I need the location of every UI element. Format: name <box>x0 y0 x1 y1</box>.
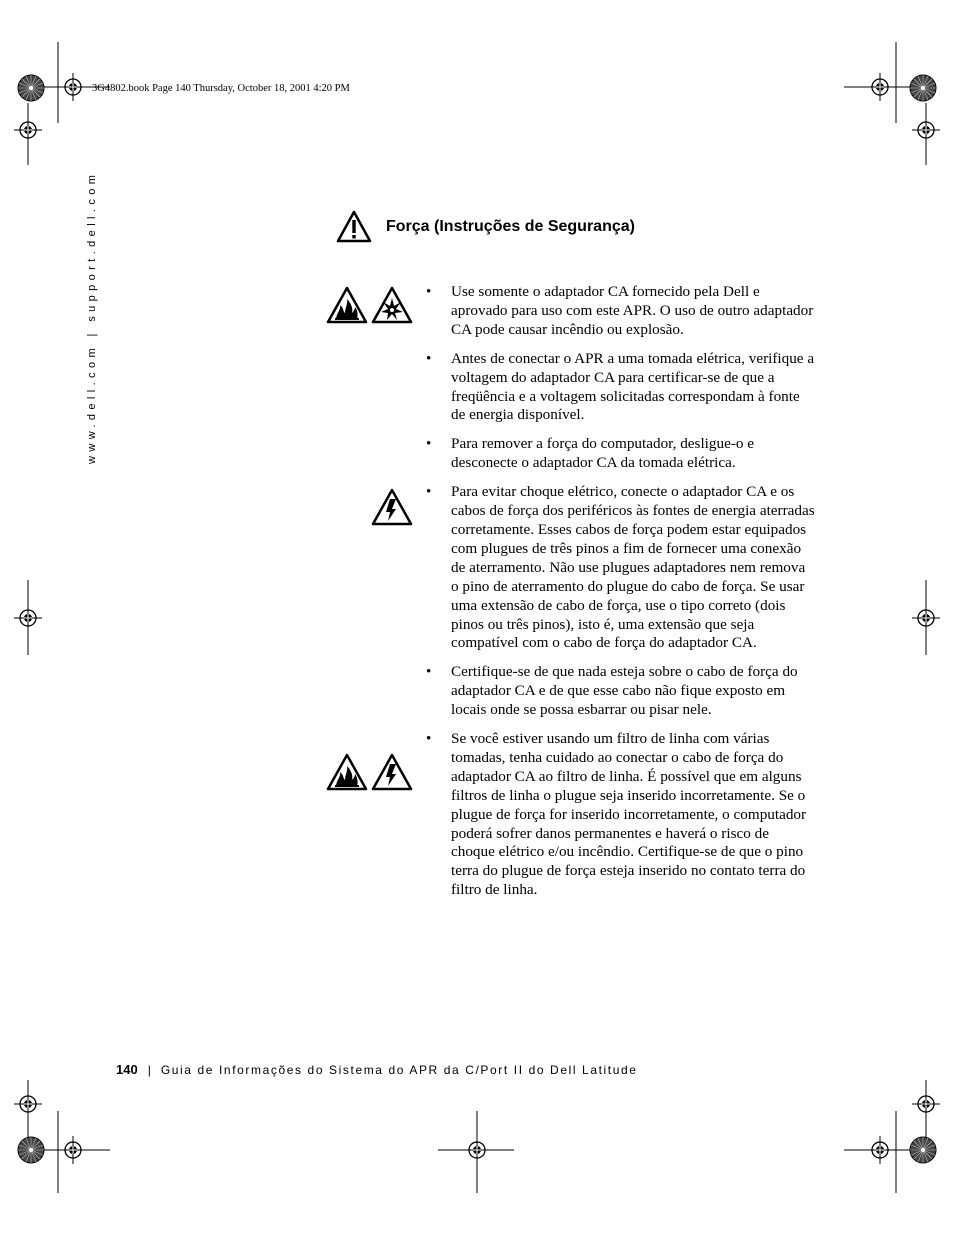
page-footer <box>116 1062 638 1077</box>
bullet-icon: • <box>426 730 432 748</box>
bullet-icon: • <box>426 349 432 367</box>
list-item <box>426 435 816 473</box>
footer-title: Guia de Informações do Sistema do APR da C/Port II do Dell Latitude <box>160 1063 638 1077</box>
list-item-text: Use somente o adaptador CA fornecido pela Dell e aprovado para uso com este APR. O uso de outro adaptador CA pode causar incêndio ou explosão. <box>451 283 814 338</box>
explosion-hazard-icon <box>371 286 413 324</box>
section-title: Força (Instruções de Segurança) <box>386 217 635 235</box>
list-item-text: Certifique-se de que nada esteja sobre o cabo de força do adaptador CA e de que esse cabo não fique exposto em locais onde se possa esbarrar ou pisar nele. <box>451 663 798 719</box>
footer-separator: | <box>147 1063 151 1077</box>
section-heading <box>336 210 635 243</box>
side-url: www.dell.com | support.dell.com <box>86 170 98 464</box>
safety-instructions-list <box>426 283 816 910</box>
list-item <box>426 350 816 426</box>
caution-triangle-icon <box>336 210 372 243</box>
list-item-text: Antes de conectar o APR a uma tomada elétrica, verifique a voltagem do adaptador CA para certificar-se de que a freqüência e a voltagem solicitadas correspondam à fonte de energia disponível. <box>451 349 815 424</box>
bullet-icon: • <box>426 283 432 300</box>
fire-hazard-icon <box>326 286 368 324</box>
electric-shock-icon <box>371 488 413 526</box>
print-header: 3G4802.book Page 140 Thursday, October 18, 2001 4:20 PM <box>92 83 350 94</box>
list-item <box>426 730 816 900</box>
list-item-text: Para remover a força do computador, desligue-o e desconecte o adaptador CA da tomada elétrica. <box>451 435 755 472</box>
list-item <box>426 283 816 340</box>
list-item-text: Se você estiver usando um filtro de linha com várias tomadas, tenha cuidado ao conectar o cabo de força do adaptador CA ao filtro de linha. É possível que em alguns filtros de linha o plugue seja inserido incorretamente. Se o plugue de força for inserido incorretamente, o computador poderá sofrer danos permanentes e haverá o risco de choque elétrico e/ou incêndio. Certifique-se de que o pino terra do plugue de força esteja inserido no contato terra do filtro de linha. <box>451 730 807 899</box>
list-item-text: Para evitar choque elétrico, conecte o adaptador CA e os cabos de força dos periféricos às fontes de energia aterradas corretamente. Esses cabos de força podem estar equipados com plugues de três pinos a fim de fornecer uma conexão de aterramento. Não use plugues adaptadores nem remova o pino de aterramento do plugue do cabo de força. Se usar uma extensão de cabo de força, use o tipo correto (dois pinos ou três pinos), isto é, uma extensão que seja compatível com o cabo de força do adaptador CA. <box>451 483 815 652</box>
list-item <box>426 483 816 653</box>
electric-shock-icon <box>371 753 413 791</box>
bullet-icon: • <box>426 435 432 453</box>
bullet-icon: • <box>426 483 432 501</box>
bullet-icon: • <box>426 663 432 681</box>
list-item <box>426 663 816 720</box>
fire-hazard-icon <box>326 753 368 791</box>
page-number: 140 <box>116 1062 138 1077</box>
